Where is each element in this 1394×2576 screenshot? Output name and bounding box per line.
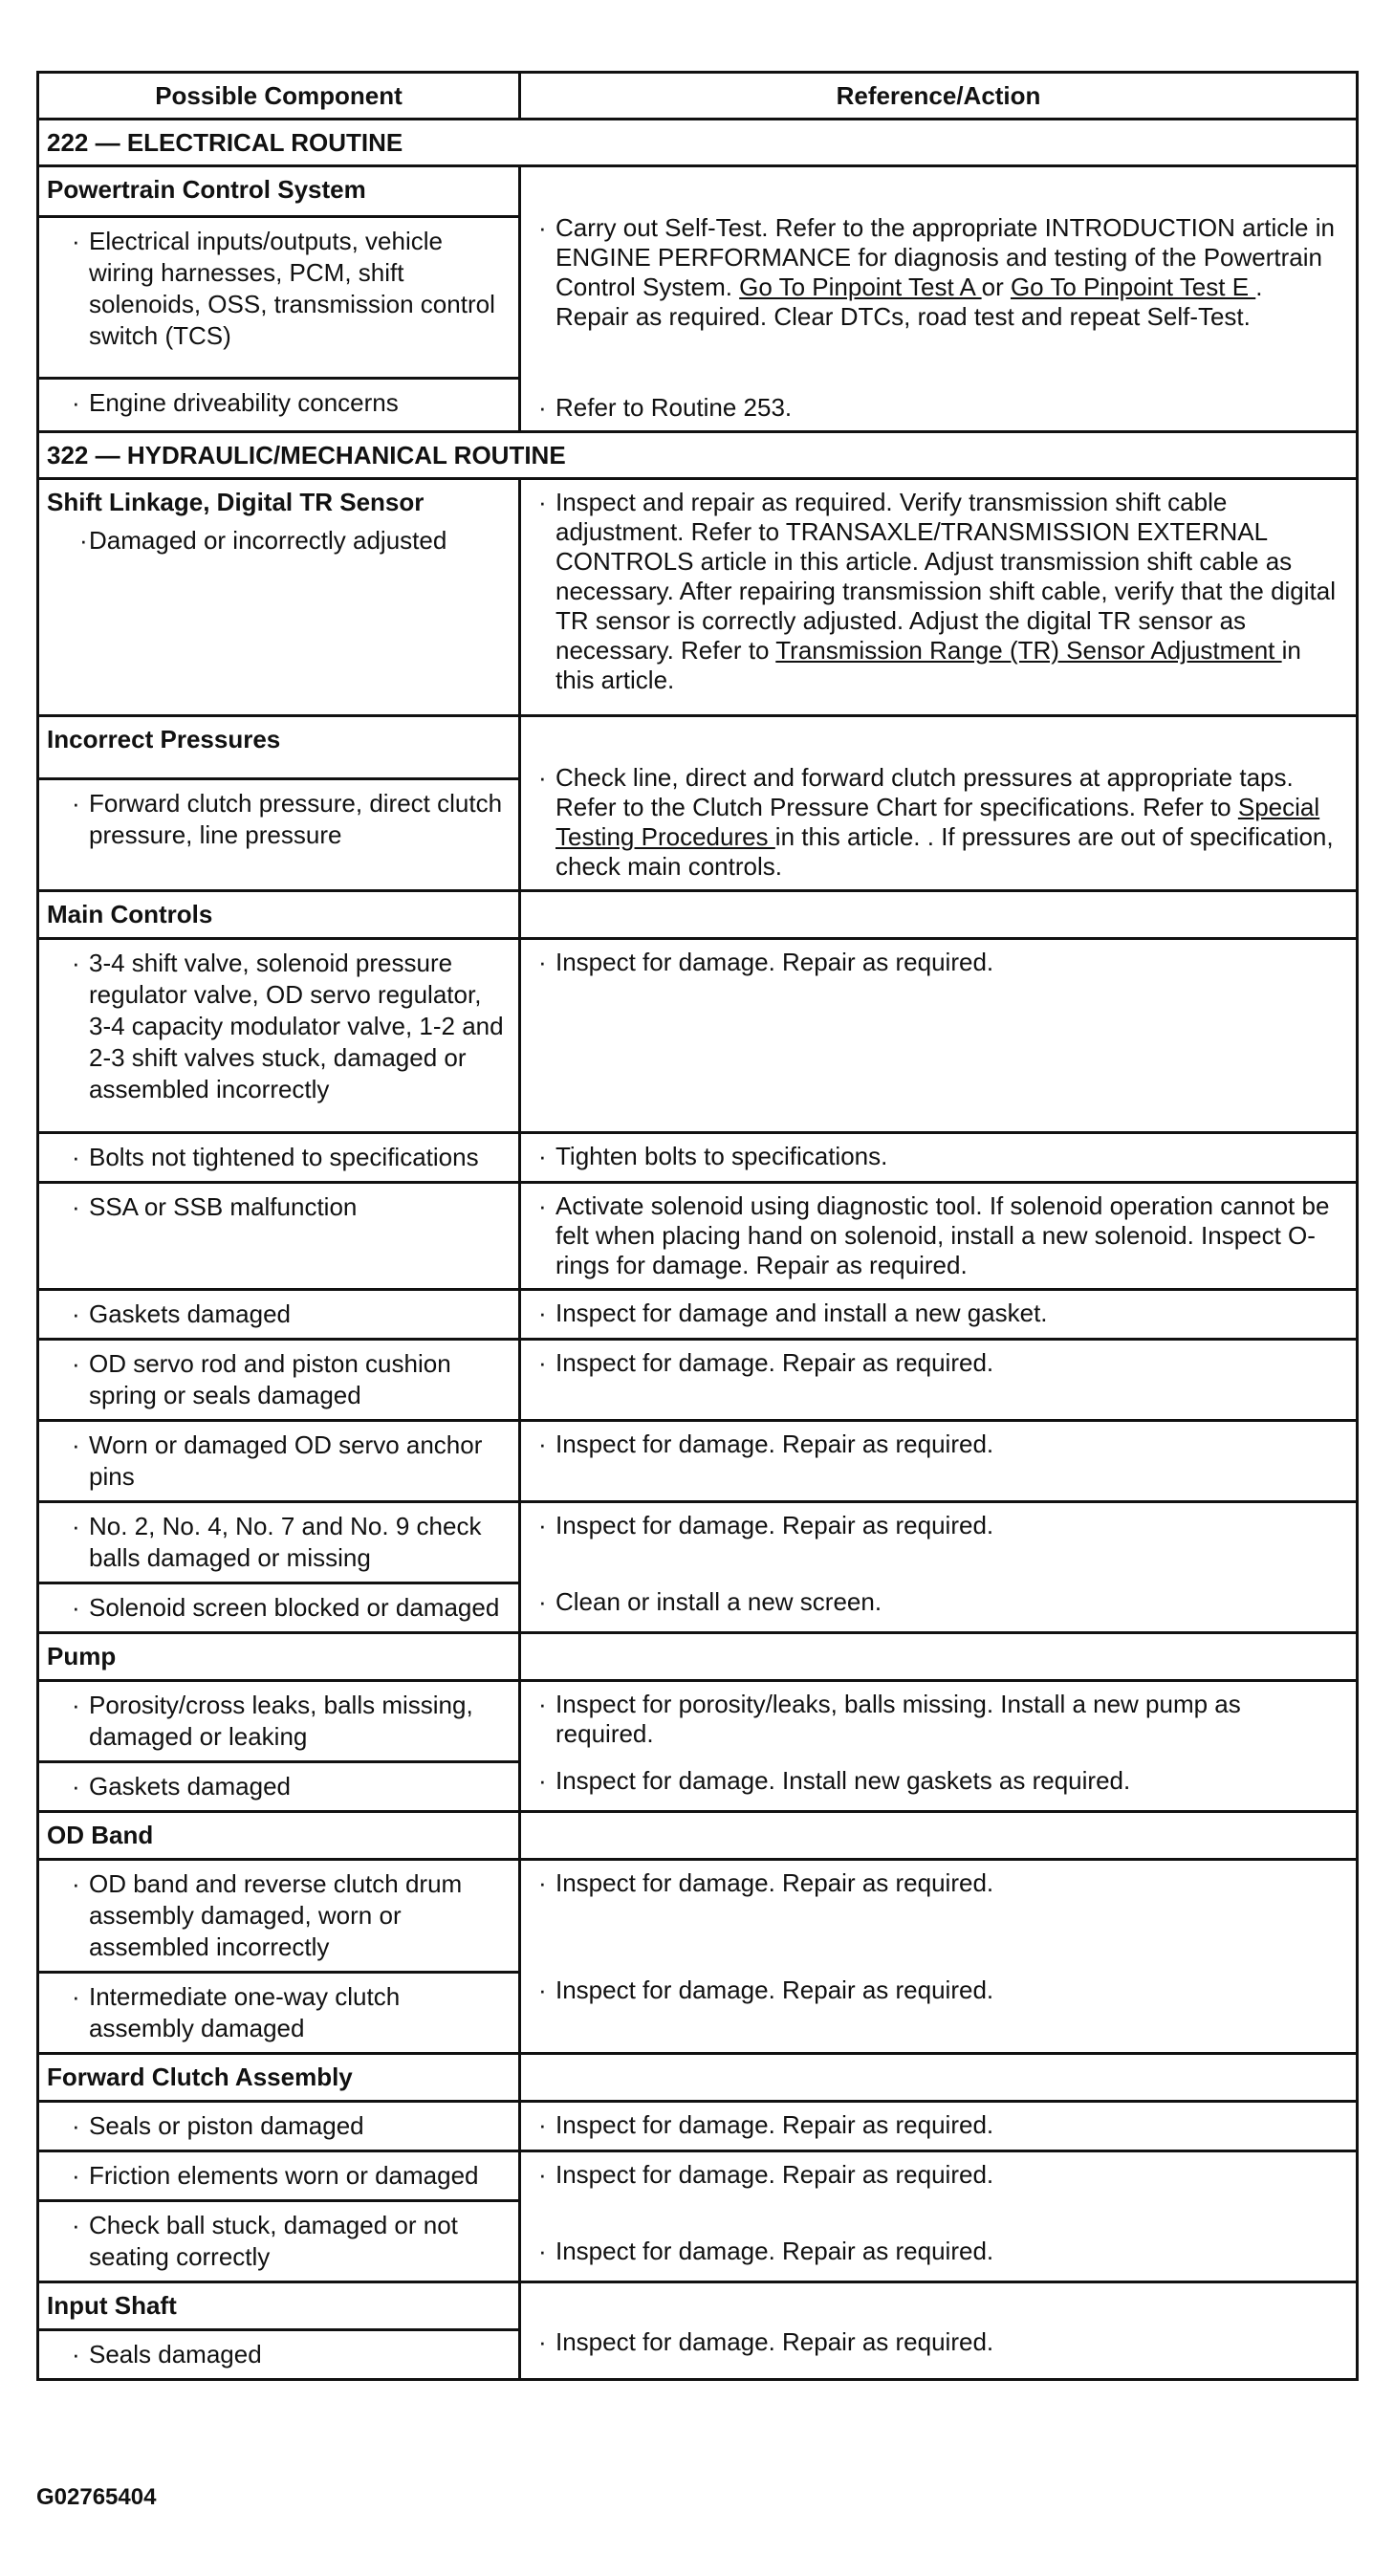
action-text: · Inspect for damage. Repair as required. <box>521 940 1356 985</box>
action-text: · Check line, direct and forward clutch pressures at appropriate taps. Refer to the Clutch Pressure Chart for specifications. Refer to Special Testing Procedures in this article. . If pressures are out of specification, check main controls. <box>521 755 1356 889</box>
component-text: · Porosity/cross leaks, balls missing, damaged or leaking <box>39 1682 518 1760</box>
table-row <box>38 1183 1358 1290</box>
group-row <box>38 479 1358 716</box>
component-text: · Bolts not tightened to specifications <box>39 1134 518 1181</box>
action-text: · Inspect and repair as required. Verify transmission shift cable adjustment. Refer to TRANSAXLE/TRANSMISSION EXTERNAL CONTROLS article in this article. Adjust transmission shift cable as necessary. After repairing transmission shift cable, verify that the digital TR sensor is correctly adjusted. Adjust the digital TR sensor as necessary. Refer to Transmission Range (TR) Sensor Adjustment in this article. <box>521 480 1356 703</box>
action-cell <box>520 1860 1358 2054</box>
action-text: · Inspect for damage and install a new gasket. <box>521 1291 1356 1336</box>
action-text: · Carry out Self-Test. Refer to the appropriate INTRODUCTION article in ENGINE PERFORMANCE for diagnosis and testing of the Powertrain Control System. Go To Pinpoint Test A or Go To Pinpoint Test E . Repair as required. Clear DTCs, road test and repeat Self-Test. <box>521 206 1356 385</box>
component-text: · Electrical inputs/outputs, vehicle wiring harnesses, PCM, shift solenoids, OSS, transmission control switch (TCS) <box>39 218 518 360</box>
tr-sensor-adjustment-link[interactable]: Transmission Range (TR) Sensor Adjustment <box>775 636 1282 665</box>
table-row <box>38 2151 1358 2201</box>
special-testing-procedures-link[interactable]: Special Testing Procedures <box>555 793 1320 851</box>
diagnosis-table-container <box>36 71 1356 2381</box>
diagnosis-table <box>36 71 1359 2381</box>
column-header-action: Reference/Action <box>520 73 1358 120</box>
component-text: · SSA or SSB malfunction <box>39 1184 518 1231</box>
table-row <box>38 1133 1358 1183</box>
table-row <box>38 1860 1358 1973</box>
action-text: · Inspect for damage. Repair as required. <box>521 1968 1356 2013</box>
action-cell <box>520 479 1358 716</box>
table-row <box>38 2102 1358 2151</box>
pinpoint-test-e-link[interactable]: Go To Pinpoint Test E <box>1010 273 1256 301</box>
group-title: Powertrain Control System <box>38 166 520 217</box>
group-row <box>38 891 1358 939</box>
table-row <box>38 939 1358 1133</box>
group-title: Shift Linkage, Digital TR Sensor · Damaged or incorrectly adjusted <box>38 479 520 716</box>
action-text: · Inspect for damage. Install new gaskets as required. <box>521 1758 1356 1803</box>
group-row <box>38 166 1358 217</box>
component-text: · No. 2, No. 4, No. 7 and No. 9 check balls damaged or missing <box>39 1503 518 1582</box>
action-text: · Inspect for damage. Repair as required. <box>521 1503 1356 1580</box>
action-cell <box>520 2282 1358 2380</box>
group-row <box>38 2282 1358 2330</box>
component-text: · Check ball stuck, damaged or not seating correctly <box>39 2202 518 2281</box>
routine-222-title: 222 — ELECTRICAL ROUTINE <box>38 120 1358 166</box>
action-text: · Inspect for damage. Repair as required. <box>521 1422 1356 1467</box>
action-text: · Inspect for damage. Repair as required. <box>521 2152 1356 2229</box>
pinpoint-test-a-link[interactable]: Go To Pinpoint Test A <box>739 273 982 301</box>
component-text: · OD band and reverse clutch drum assembly damaged, worn or assembled incorrectly <box>39 1861 518 1971</box>
group-row <box>38 1812 1358 1860</box>
action-text: · Clean or install a new screen. <box>521 1580 1356 1625</box>
group-row <box>38 716 1358 779</box>
table-row <box>38 1340 1358 1421</box>
action-cell-empty <box>520 2054 1358 2102</box>
table-row <box>38 1421 1358 1502</box>
group-title: Pump <box>38 1633 520 1681</box>
component-text: · Forward clutch pressure, direct clutch pressure, line pressure <box>39 780 518 859</box>
action-cell-empty <box>520 891 1358 939</box>
component-text: · Gaskets damaged <box>39 1291 518 1338</box>
component-text: · Engine driveability concerns <box>39 380 518 426</box>
action-cell <box>520 1681 1358 1812</box>
figure-id: G02765404 <box>36 2484 157 2510</box>
table-header-row <box>38 73 1358 120</box>
table-row <box>38 1681 1358 1762</box>
component-text: · Solenoid screen blocked or damaged <box>39 1584 518 1631</box>
action-cell <box>520 2151 1358 2282</box>
component-text: · 3-4 shift valve, solenoid pressure regulator valve, OD servo regulator, 3-4 capacity modulator valve, 1-2 and 2-3 shift valves stuck, damaged or assembled incorrectly <box>39 940 518 1113</box>
action-cell <box>520 166 1358 432</box>
component-text: · OD servo rod and piston cushion spring or seals damaged <box>39 1341 518 1419</box>
component-text: · Worn or damaged OD servo anchor pins <box>39 1422 518 1500</box>
component-text: · Gaskets damaged <box>39 1763 518 1810</box>
component-text: · Friction elements worn or damaged <box>39 2152 518 2199</box>
component-text: · Seals or piston damaged <box>39 2103 518 2150</box>
action-cell <box>520 1502 1358 1633</box>
action-text: · Inspect for damage. Repair as required. <box>521 1341 1356 1386</box>
component-text: · Seals damaged <box>39 2331 518 2378</box>
action-text: · Inspect for damage. Repair as required. <box>521 1861 1356 1968</box>
group-title: OD Band <box>38 1812 520 1860</box>
column-header-component: Possible Component <box>38 73 520 120</box>
action-text: · Tighten bolts to specifications. <box>521 1134 1356 1179</box>
group-title: Forward Clutch Assembly <box>38 2054 520 2102</box>
component-text: · Intermediate one-way clutch assembly damaged <box>39 1974 518 2052</box>
action-text: · Refer to Routine 253. <box>521 385 1356 430</box>
group-title: Input Shaft <box>38 2282 520 2330</box>
table-row <box>38 1290 1358 1340</box>
group-title: Main Controls <box>38 891 520 939</box>
table-row <box>38 1502 1358 1583</box>
routine-322-title: 322 — HYDRAULIC/MECHANICAL ROUTINE <box>38 432 1358 479</box>
action-text: · Inspect for damage. Repair as required. <box>521 2103 1356 2148</box>
action-cell-empty <box>520 1812 1358 1860</box>
action-text: · Inspect for damage. Repair as required. <box>521 2320 1356 2365</box>
group-row <box>38 1633 1358 1681</box>
action-cell-empty <box>520 1633 1358 1681</box>
action-text: · Inspect for porosity/leaks, balls missing. Install a new pump as required. <box>521 1682 1356 1758</box>
component-text: · Damaged or incorrectly adjusted <box>47 517 511 714</box>
routine-row <box>38 432 1358 479</box>
group-title: Incorrect Pressures <box>38 716 520 779</box>
action-text: · Activate solenoid using diagnostic tool. If solenoid operation cannot be felt when placing hand on solenoid, install a new solenoid. Inspect O-rings for damage. Repair as required. <box>521 1184 1356 1288</box>
action-cell <box>520 716 1358 891</box>
group-row <box>38 2054 1358 2102</box>
action-text: · Inspect for damage. Repair as required. <box>521 2229 1356 2274</box>
routine-row <box>38 120 1358 166</box>
